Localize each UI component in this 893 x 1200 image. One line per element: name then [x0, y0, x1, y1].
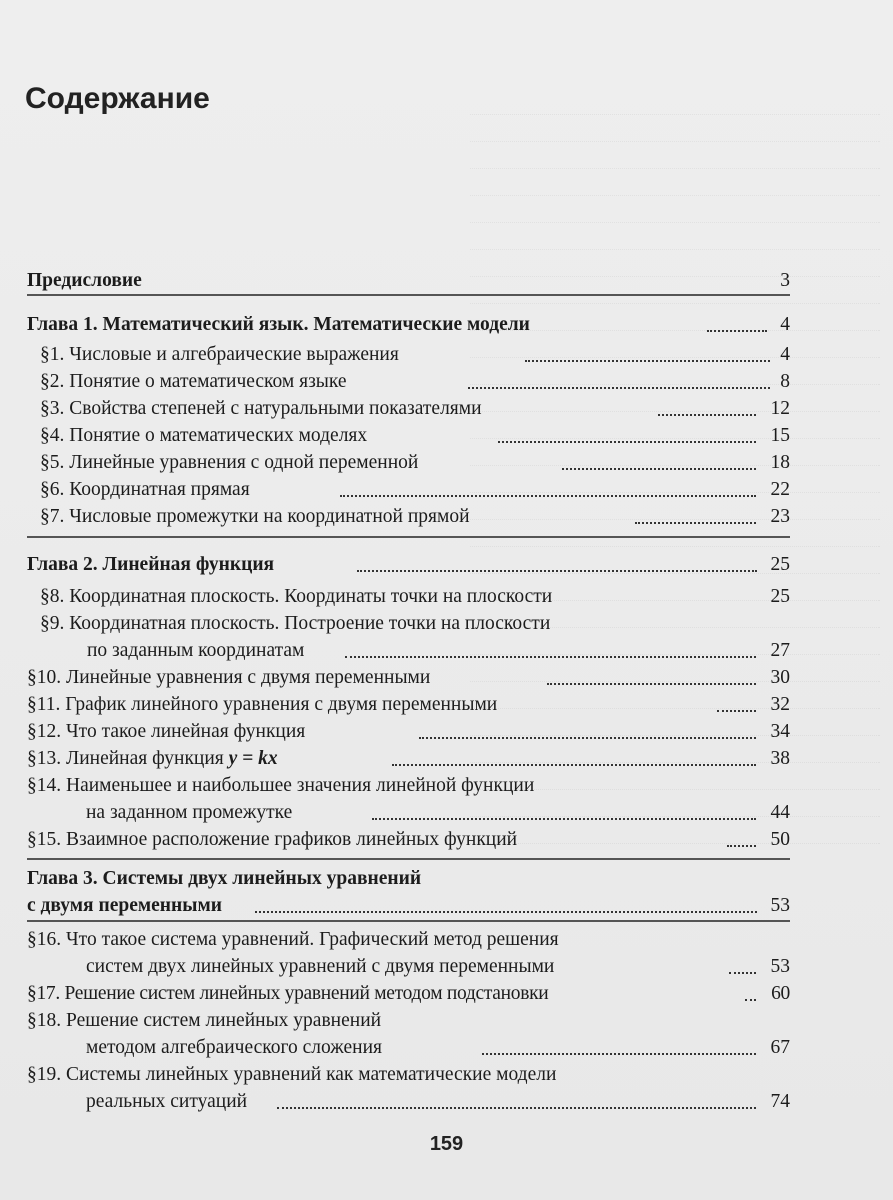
- section-page: 44: [770, 802, 790, 823]
- section-title: Координатная прямая: [69, 479, 250, 500]
- section-page: 34: [770, 721, 790, 742]
- section-page: 15: [770, 425, 790, 446]
- divider: [27, 920, 790, 922]
- dot-leader: [482, 1053, 756, 1055]
- section-page: 27: [770, 640, 790, 661]
- toc-section-5[interactable]: [40, 449, 790, 476]
- toc-section-18[interactable]: [27, 1007, 790, 1061]
- section-number: §5.: [40, 452, 65, 473]
- toc-section-7[interactable]: [40, 503, 790, 530]
- section-page: 12: [770, 398, 790, 419]
- section-number: §2.: [40, 371, 65, 392]
- dot-leader: [547, 683, 756, 685]
- section-title: График линейного уравнения с двумя переменными: [65, 694, 498, 715]
- toc-section-10[interactable]: [27, 664, 790, 691]
- section-title: Понятие о математических моделях: [69, 425, 368, 446]
- section-page: 22: [770, 479, 790, 500]
- toc-section-19[interactable]: [27, 1061, 790, 1115]
- dot-leader: [562, 468, 756, 470]
- dot-leader: [729, 972, 756, 974]
- divider: [27, 858, 790, 860]
- section-number: §16.: [27, 929, 62, 950]
- toc-chapter-page: 53: [770, 895, 790, 916]
- section-page: 25: [770, 586, 790, 607]
- divider: [27, 294, 790, 296]
- section-page: 8: [780, 371, 790, 392]
- toc-section-8[interactable]: [40, 583, 790, 610]
- toc-section-15[interactable]: [27, 826, 790, 853]
- dot-leader: [745, 999, 756, 1001]
- section-title: Понятие о математическом языке: [69, 371, 347, 392]
- section-title-continued: реальных ситуаций: [86, 1091, 248, 1112]
- section-title: Координатная плоскость. Построение точки на плоскости: [69, 613, 551, 634]
- page-number: 159: [429, 1133, 464, 1155]
- dot-leader: [345, 656, 756, 658]
- toc-section-12[interactable]: [27, 718, 790, 745]
- toc-chapter-label: Глава 3. Системы двух линейных уравнений: [27, 868, 422, 889]
- section-title: Свойства степеней с натуральными показателями: [69, 398, 482, 419]
- toc-chapter-page: 4: [780, 314, 790, 335]
- section-number: §18.: [27, 1010, 62, 1031]
- section-title: Что такое система уравнений. Графический метод решения: [66, 929, 559, 950]
- section-number: §15.: [27, 829, 62, 850]
- toc-section-16[interactable]: [27, 926, 790, 980]
- section-number: §17.: [27, 983, 60, 1004]
- toc-section-11[interactable]: [27, 691, 790, 718]
- section-page: 30: [770, 667, 790, 688]
- section-title: Линейные уравнения с двумя переменными: [66, 667, 431, 688]
- section-title: Числовые промежутки на координатной прямой: [69, 506, 470, 527]
- section-page: 50: [770, 829, 790, 850]
- section-title-continued: систем двух линейных уравнений с двумя переменными: [86, 956, 555, 977]
- section-page: 60: [771, 983, 790, 1004]
- section-page: 38: [770, 748, 790, 769]
- toc-section-13[interactable]: [27, 745, 790, 772]
- dot-leader: [255, 911, 757, 913]
- section-title: Решение систем линейных уравнений методом подстановки: [64, 983, 549, 1004]
- page-title: Содержание: [25, 82, 210, 115]
- section-page: 53: [770, 956, 790, 977]
- dot-leader: [277, 1107, 756, 1109]
- section-number: §4.: [40, 425, 65, 446]
- dot-leader: [707, 330, 767, 332]
- section-number: §10.: [27, 667, 62, 688]
- dot-leader: [727, 845, 756, 847]
- section-number: §14.: [27, 775, 62, 796]
- toc-section-3[interactable]: [40, 395, 790, 422]
- dot-leader: [372, 818, 756, 820]
- toc-chapter-page: 25: [770, 554, 790, 575]
- section-title-continued: по заданным координатам: [87, 640, 305, 661]
- section-page: 74: [770, 1091, 790, 1112]
- section-title: Линейные уравнения с одной переменной: [69, 452, 419, 473]
- toc-chapter-1[interactable]: [27, 311, 790, 338]
- toc-chapter-label: Глава 2. Линейная функция: [27, 554, 275, 575]
- section-title: Линейная функция: [66, 748, 224, 769]
- section-number: §12.: [27, 721, 62, 742]
- divider: [27, 536, 790, 538]
- toc-section-14[interactable]: [27, 772, 790, 826]
- toc-preface[interactable]: [27, 267, 790, 294]
- toc-section-2[interactable]: [40, 368, 790, 395]
- toc-section-6[interactable]: [40, 476, 790, 503]
- section-number: §13.: [27, 748, 62, 769]
- dot-leader: [392, 764, 756, 766]
- toc-section-4[interactable]: [40, 422, 790, 449]
- section-page: 4: [780, 344, 790, 365]
- toc-preface-page: 3: [780, 270, 790, 291]
- section-title: Что такое линейная функция: [66, 721, 306, 742]
- dot-leader: [525, 360, 770, 362]
- dot-leader: [340, 495, 756, 497]
- section-title-continued: на заданном промежутке: [86, 802, 293, 823]
- section-number: §1.: [40, 344, 65, 365]
- section-number: §8.: [40, 586, 65, 607]
- section-title: Числовые и алгебраические выражения: [69, 344, 399, 365]
- section-page: 32: [770, 694, 790, 715]
- section-number: §19.: [27, 1064, 62, 1085]
- section-page: 18: [770, 452, 790, 473]
- section-number: §6.: [40, 479, 65, 500]
- dot-leader: [498, 441, 756, 443]
- section-number: §9.: [40, 613, 65, 634]
- section-title: Координатная плоскость. Координаты точки на плоскости: [69, 586, 553, 607]
- dot-leader: [419, 737, 756, 739]
- section-title: Взаимное расположение графиков линейных функций: [66, 829, 518, 850]
- toc-chapter-label-continued: с двумя переменными: [27, 895, 222, 916]
- toc-chapter-2[interactable]: [27, 551, 790, 578]
- toc-section-9[interactable]: [40, 610, 790, 664]
- section-title: Наименьшее и наибольшее значения линейной функции: [66, 775, 535, 796]
- section-title-continued: методом алгебраического сложения: [86, 1037, 383, 1058]
- section-number: §11.: [27, 694, 61, 715]
- toc-preface-label: Предисловие: [27, 270, 142, 291]
- section-title: Системы линейных уравнений как математические модели: [66, 1064, 557, 1085]
- section-title: Решение систем линейных уравнений: [66, 1010, 382, 1031]
- dot-leader: [658, 414, 756, 416]
- dot-leader: [717, 710, 756, 712]
- dot-leader: [357, 570, 757, 572]
- dot-leader: [635, 522, 756, 524]
- section-number: §7.: [40, 506, 65, 527]
- section-formula: y = kx: [228, 748, 278, 769]
- toc-chapter-label: Глава 1. Математический язык. Математические модели: [27, 314, 530, 335]
- section-page: 23: [770, 506, 790, 527]
- toc-chapter-3[interactable]: [27, 865, 790, 919]
- toc-section-17[interactable]: [27, 980, 790, 1007]
- dot-leader: [468, 387, 770, 389]
- toc-section-1[interactable]: [40, 341, 790, 368]
- section-page: 67: [770, 1037, 790, 1058]
- section-number: §3.: [40, 398, 65, 419]
